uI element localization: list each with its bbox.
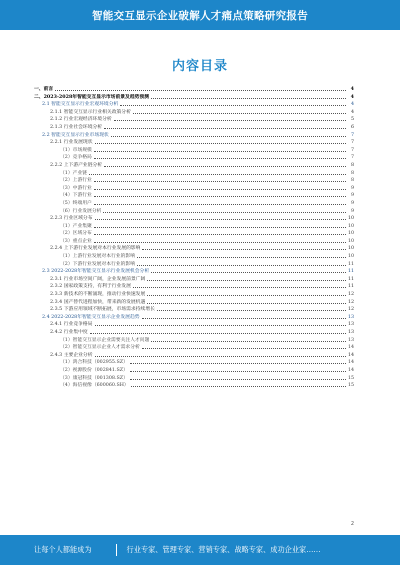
toc-leader-dots: [151, 94, 346, 99]
toc-entry[interactable]: [34, 177, 354, 185]
toc-entry-label: （2）竞争格局: [60, 155, 92, 161]
toc-entry-page: 6: [350, 124, 354, 130]
toc-entry-label: （1）上游行业发展对本行业的影响: [60, 254, 136, 260]
toc-leader-dots: [142, 245, 346, 250]
toc-entry[interactable]: [34, 261, 354, 269]
toc-entry[interactable]: [34, 291, 354, 299]
toc-entry-label: 2.4.3 主要企业分析: [50, 352, 93, 358]
toc-entry-page: 13: [348, 322, 355, 328]
toc-entry-label: （1）产业集聚: [60, 223, 92, 229]
toc-entry-page: 9: [350, 208, 354, 214]
toc-entry-page: 8: [350, 178, 354, 184]
toc-leader-dots: [94, 238, 346, 243]
footer-divider: [116, 544, 117, 556]
toc-leader-dots: [147, 291, 346, 296]
toc-entry[interactable]: [34, 154, 354, 162]
toc-entry-page: 11: [348, 284, 355, 290]
toc-entry-page: 7: [350, 155, 354, 161]
toc-entry[interactable]: [34, 200, 354, 208]
toc-entry[interactable]: [34, 329, 354, 337]
toc-entry[interactable]: [34, 147, 354, 155]
toc-leader-dots: [94, 185, 346, 190]
toc-entry-page: 15: [348, 375, 355, 381]
toc-entry[interactable]: [34, 238, 354, 246]
toc-entry-page: 4: [350, 102, 354, 108]
toc-entry-page: 7: [350, 140, 354, 146]
toc-leader-dots: [55, 86, 346, 91]
toc-entry[interactable]: [34, 352, 354, 360]
toc-leader-dots: [130, 359, 346, 364]
toc-entry[interactable]: [34, 314, 354, 322]
toc-entry-label: 2.4.2 行业集中度: [50, 330, 88, 335]
toc-entry-page: 10: [348, 254, 355, 260]
table-of-contents: [34, 86, 354, 390]
toc-entry-page: 10: [348, 238, 355, 244]
toc-entry-page: 12: [348, 299, 355, 305]
footer-bar: [0, 535, 400, 565]
toc-entry-label: （4）海信视像（600060.SH）: [60, 383, 129, 389]
toc-entry-page: 10: [348, 231, 355, 237]
toc-heading: 内容目录: [171, 59, 228, 74]
toc-entry-page: 14: [348, 367, 355, 373]
toc-entry[interactable]: [34, 375, 354, 383]
toc-entry-page: 4: [350, 86, 354, 92]
toc-entry-page: 9: [350, 200, 354, 206]
toc-leader-dots: [94, 200, 346, 205]
toc-entry-page: 4: [350, 93, 354, 100]
toc-leader-dots: [131, 382, 346, 387]
toc-entry[interactable]: [34, 321, 354, 329]
toc-entry-label: 2.3.5 下游应用领域不断拓展，市场需求持续增长: [50, 307, 155, 313]
toc-entry[interactable]: [34, 367, 354, 375]
report-title: 智能交互显示企业破解人才痛点策略研究报告: [92, 9, 308, 22]
toc-entry-label: （6）行业发展分析: [60, 208, 102, 214]
toc-leader-dots: [90, 329, 346, 334]
toc-entry-label: 2.3.2 国家政策支持，有利于行业发展: [50, 284, 131, 290]
toc-entry-label: （3）康冠科技（001308.SZ）: [60, 375, 128, 381]
toc-leader-dots: [147, 299, 346, 304]
toc-entry[interactable]: [34, 109, 354, 117]
toc-entry[interactable]: [34, 116, 354, 124]
toc-leader-dots: [133, 283, 346, 288]
page-number: 2: [350, 521, 354, 527]
toc-entry-page: 12: [348, 292, 355, 298]
toc-entry-page: 14: [348, 345, 355, 351]
toc-entry-label: 二、2023-2028年智能交互显示市场前景及趋势预测: [34, 93, 150, 100]
toc-leader-dots: [151, 337, 346, 342]
toc-entry-page: 14: [348, 360, 355, 366]
toc-entry-page: 11: [348, 261, 355, 267]
toc-leader-dots: [95, 139, 346, 144]
toc-entry[interactable]: [34, 86, 354, 94]
toc-entry-label: 一、前言: [34, 86, 54, 92]
toc-entry-label: （2）下游行业发展对本行业的影响: [60, 261, 136, 267]
toc-entry[interactable]: [34, 283, 354, 291]
toc-entry-label: （2）上游行业: [60, 178, 92, 184]
toc-entry-label: （3）重点企业: [60, 238, 92, 244]
toc-entry-page: 13: [348, 330, 355, 335]
toc-leader-dots: [142, 314, 346, 319]
toc-entry-label: （1）产业链: [60, 170, 88, 176]
toc-entry-page: 14: [348, 352, 355, 358]
toc-leader-dots: [137, 261, 346, 266]
toc-entry-label: 2.3.3 新技术的不断涌现，推动行业快速发展: [50, 292, 146, 298]
toc-entry-label: （4）下游行业: [60, 193, 92, 199]
toc-entry-label: （3）中游行业: [60, 185, 92, 191]
toc-entry-page: 11: [348, 276, 355, 282]
toc-entry-page: 10: [348, 246, 355, 252]
toc-leader-dots: [133, 109, 346, 114]
toc-entry[interactable]: [34, 101, 354, 109]
toc-entry-label: 2.2 智能交互显示行业市场现状: [42, 132, 109, 138]
report-header-banner: [0, 0, 400, 30]
toc-entry[interactable]: [34, 215, 354, 223]
toc-leader-dots: [151, 268, 346, 273]
toc-entry-label: 2.3.4 国产替代进程加快，带来新的发展机遇: [50, 299, 146, 305]
toc-entry-page: 4: [350, 109, 354, 115]
toc-leader-dots: [114, 116, 346, 121]
toc-leader-dots: [120, 101, 346, 106]
toc-leader-dots: [104, 162, 346, 167]
toc-entry-label: 2.4.1 行业竞争格局: [50, 322, 93, 328]
toc-leader-dots: [103, 208, 346, 213]
toc-entry[interactable]: [34, 94, 354, 102]
toc-leader-dots: [94, 177, 346, 182]
toc-entry-label: （5）终端用户: [60, 200, 92, 206]
toc-entry-label: 2.3 2022-2028年智能交互显示行业发展机会分析: [42, 269, 150, 275]
toc-entry[interactable]: [34, 192, 354, 200]
toc-entry[interactable]: [34, 124, 354, 132]
toc-leader-dots: [95, 352, 346, 357]
toc-entry-label: （2）视源股份（002841.SZ）: [60, 367, 128, 373]
toc-entry[interactable]: [34, 253, 354, 261]
toc-entry-page: 7: [350, 147, 354, 153]
toc-entry-page: 7: [350, 132, 354, 138]
toc-leader-dots: [95, 215, 346, 220]
toc-entry-page: 9: [350, 193, 354, 199]
toc-leader-dots: [157, 306, 346, 311]
toc-leader-dots: [94, 192, 346, 197]
toc-entry-label: （2）智能交互显示企业人才需求分析: [60, 345, 140, 351]
toc-entry[interactable]: [34, 139, 354, 147]
toc-leader-dots: [111, 132, 346, 137]
toc-entry-page: 13: [348, 314, 355, 320]
toc-entry-label: 2.1.3 行业社会环境分析: [50, 124, 103, 130]
toc-entry[interactable]: [34, 337, 354, 345]
toc-entry-label: 2.4 2022-2028年智能交互显示企业发展趋势: [42, 314, 140, 320]
toc-entry[interactable]: [34, 344, 354, 352]
toc-entry[interactable]: [34, 268, 354, 276]
toc-entry[interactable]: [34, 276, 354, 284]
toc-entry-page: 11: [348, 269, 355, 275]
toc-entry-page: 9: [350, 185, 354, 191]
toc-entry[interactable]: [34, 299, 354, 307]
toc-entry[interactable]: [34, 208, 354, 216]
toc-entry-page: 10: [348, 216, 355, 222]
toc-leader-dots: [137, 253, 346, 258]
footer-slogan-right: 行业专家、管理专家、营销专家、战略专家、成功企业家……: [126, 545, 321, 554]
toc-entry[interactable]: [34, 245, 354, 253]
toc-entry-page: 13: [348, 337, 355, 343]
toc-leader-dots: [104, 124, 346, 129]
toc-leader-dots: [130, 367, 346, 372]
toc-entry-label: 2.1 智能交互显示行业宏观环境分析: [42, 102, 119, 108]
toc-leader-dots: [95, 321, 346, 326]
toc-entry[interactable]: [34, 359, 354, 367]
toc-leader-dots: [89, 170, 346, 175]
toc-leader-dots: [142, 344, 346, 349]
toc-entry[interactable]: [34, 185, 354, 193]
toc-entry-page: 5: [350, 117, 354, 123]
toc-entry-label: 2.2.2 上下游产业链分析: [50, 162, 103, 168]
toc-entry[interactable]: [34, 382, 354, 390]
toc-entry[interactable]: [34, 170, 354, 178]
toc-entry-label: （1）鸿合科技（002955.SZ）: [60, 360, 128, 366]
toc-entry-label: 2.2.4 上下游行业发展对本行业发展的影响: [50, 246, 141, 252]
toc-entry-label: 2.3.1 行业市场空间广阔，企业发展前景广阔: [50, 276, 146, 282]
toc-leader-dots: [130, 375, 346, 380]
toc-entry-label: （1）智能交互显示企业需要关注人才问题: [60, 337, 150, 343]
toc-entry-label: 2.2.1 行业发展现状: [50, 140, 93, 146]
toc-leader-dots: [94, 154, 346, 159]
toc-entry-label: 2.1.1 智能交互显示行业相关政策分析: [50, 109, 131, 115]
toc-entry-page: 15: [348, 383, 355, 389]
toc-entry-label: （2）区域分布: [60, 231, 92, 237]
toc-entry-label: （1）市场规模: [60, 147, 92, 153]
toc-entry[interactable]: [34, 223, 354, 231]
toc-entry-page: 10: [348, 223, 355, 229]
toc-entry-label: 2.2.3 行业区域分布: [50, 216, 93, 222]
toc-leader-dots: [147, 276, 346, 281]
toc-entry-page: 12: [348, 307, 355, 313]
toc-entry[interactable]: [34, 132, 354, 140]
footer-slogan-left: 让每个人都能成为: [34, 545, 92, 554]
toc-entry-page: 8: [350, 162, 354, 168]
toc-leader-dots: [94, 223, 346, 228]
toc-entry-label: 2.1.2 行业宏观经济环境分析: [50, 117, 112, 123]
toc-entry[interactable]: [34, 162, 354, 170]
toc-entry[interactable]: [34, 230, 354, 238]
toc-entry-page: 8: [350, 170, 354, 176]
toc-entry[interactable]: [34, 306, 354, 314]
toc-leader-dots: [94, 230, 346, 235]
toc-leader-dots: [94, 147, 346, 152]
